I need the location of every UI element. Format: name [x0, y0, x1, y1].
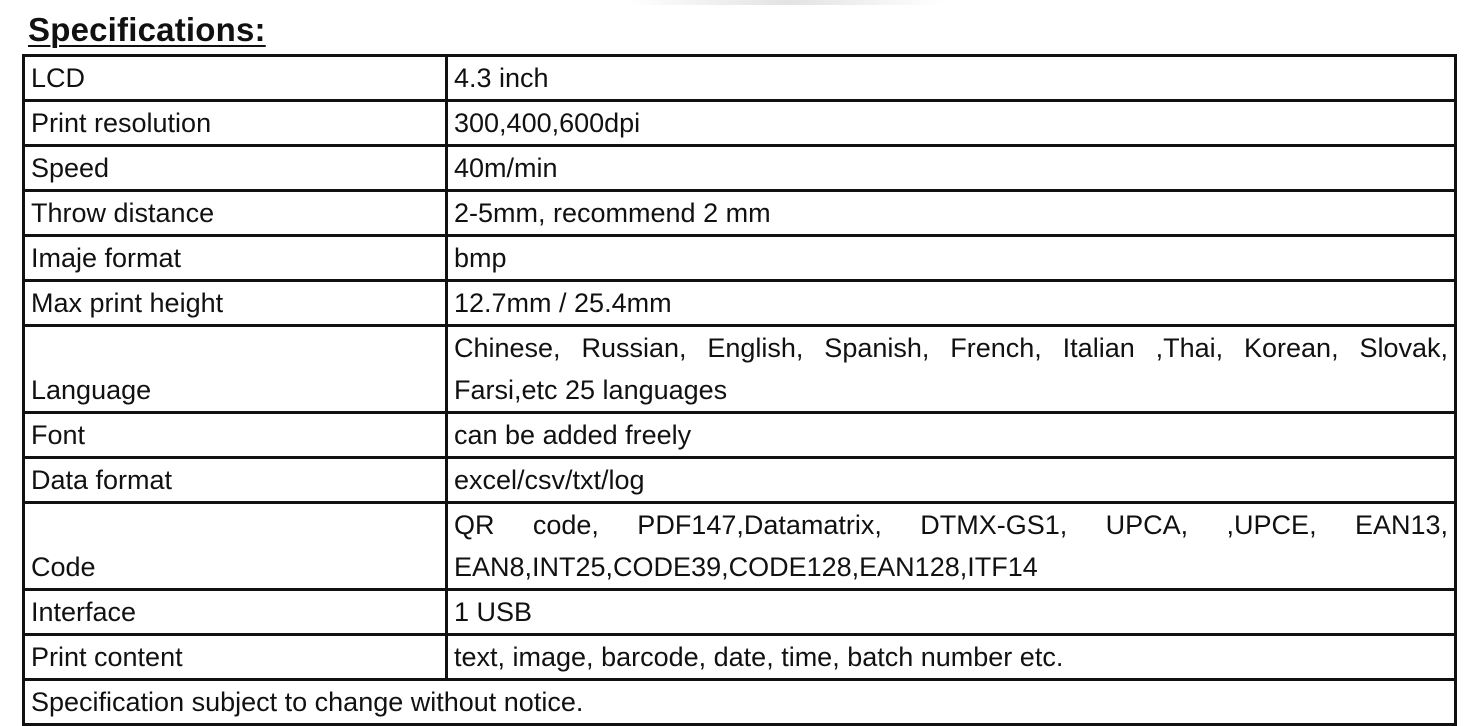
specifications-heading: Specifications:: [28, 11, 266, 48]
spec-value: 2-5mm, recommend 2 mm: [447, 191, 1456, 236]
spec-row-image-format: [24, 236, 1456, 281]
spec-value: excel/csv/txt/log: [447, 458, 1456, 503]
spec-value: can be added freely: [447, 413, 1456, 458]
spec-row-max-print-height: [24, 281, 1456, 326]
spec-row-code: [24, 503, 1456, 590]
spec-label: LCD: [24, 56, 447, 101]
spec-label: Data format: [24, 458, 447, 503]
footer-note: Specification subject to change without notice.: [24, 680, 1456, 725]
spec-label: Imaje format: [24, 236, 447, 281]
spec-row-language: [24, 326, 1456, 413]
spec-label: Code: [24, 503, 447, 590]
spec-value: QR code, PDF147,Datamatrix, DTMX-GS1, UPCA, ,UPCE, EAN13, EAN8,INT25,CODE39,CODE128,EAN128,ITF14: [447, 503, 1456, 590]
spec-value: Chinese, Russian, English, Spanish, French, Italian ,Thai, Korean, Slovak, Farsi,etc 25 languages: [447, 326, 1456, 413]
spec-row-speed: [24, 146, 1456, 191]
spec-value: 4.3 inch: [447, 56, 1456, 101]
spec-value: 300,400,600dpi: [447, 101, 1456, 146]
spec-value: bmp: [447, 236, 1456, 281]
spec-row-interface: [24, 590, 1456, 635]
spec-label: Speed: [24, 146, 447, 191]
spec-value: 40m/min: [447, 146, 1456, 191]
spec-value: 12.7mm / 25.4mm: [447, 281, 1456, 326]
spec-label: Print resolution: [24, 101, 447, 146]
spec-label: Max print height: [24, 281, 447, 326]
spec-row-font: [24, 413, 1456, 458]
spec-label: Print content: [24, 635, 447, 680]
spec-row-lcd: [24, 56, 1456, 101]
spec-row-throw-distance: [24, 191, 1456, 236]
spec-value: 1 USB: [447, 590, 1456, 635]
top-edge-artifact: [628, 0, 944, 5]
spec-row-print-resolution: [24, 101, 1456, 146]
spec-row-print-content: [24, 635, 1456, 680]
spec-label: Interface: [24, 590, 447, 635]
spec-label: Throw distance: [24, 191, 447, 236]
spec-label: Font: [24, 413, 447, 458]
specifications-table: [22, 54, 1457, 726]
spec-label: Language: [24, 326, 447, 413]
spec-footer-row: [24, 680, 1456, 725]
spec-value: text, image, barcode, date, time, batch number etc.: [447, 635, 1456, 680]
spec-row-data-format: [24, 458, 1456, 503]
